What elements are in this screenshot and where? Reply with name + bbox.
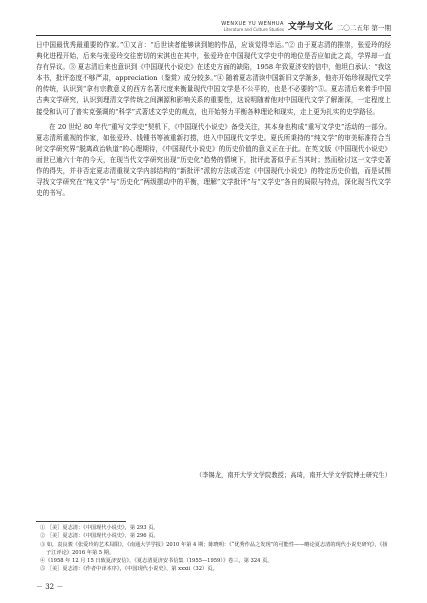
journal-name-latin (221, 21, 284, 32)
footnote: ③ 如，袁良骏《张爱玲的艺术局限》，《南通大学学报》2010 年第 4 期；陈晓明：《“优秀作品之发现”的可能性——略论夏志清的现代小说史研究》，《扬子江评论》2016 年第 5 期。 (40, 541, 388, 556)
journal-pinyin: WENXUE YU WENHUA (221, 21, 284, 27)
journal-english-name: Literature and Culture Studies (223, 27, 284, 32)
paragraph: 在 20 世纪 80 年代“重写文学史”契机下，《中国现代小说史》备受关注，其本身也构成“重写文学史”活动的一部分。夏志清所重视的作家，如张爱玲、钱锺书等被重新打捞，进入中国现代文学史。夏氏所秉持的“纯文学”的审美标准符合当时文学研究界“脱离政治轨道”的心理期待，《中国现代小说史》的历史价值的意义正在于此。在英文版《中国现代小说史》面世已逾六十年的今天，在现当代文学研究出现“历史化”趋势的情境下，批评此著似乎正当其时；然而检讨这一文学史著作的得失，并非否定夏志清重视文学内部结构的“新批评”派的方法或否定《中国现代小说史》的特定历史价值，而是试图寻找文学研究在“纯文学”与“历史化”两级摆动中的平衡，理解“文学批评”与“文学史”各自的局限与特点，深化现当代文学史的书写。 (36, 122, 391, 198)
footnote: ⑤ ［美］夏志清：《作者中译本序》，《中国现代小说史》，第 xxxii（32）页。 (40, 566, 218, 573)
footnote: ② ［美］夏志清：《中国现代小说史》，第 296 页。 (40, 533, 159, 540)
footnotes (36, 524, 391, 574)
issue-label: 二〇二五年 第一期 (336, 24, 391, 32)
paragraph: 日中国最优秀最重要的作家。”①又言：“后世读者能够读到她的作品，应该觉得幸运。”② 由于夏志清的推崇，张爱玲的经典化进程开始，后来与张爱玲交往密切的宋淇也在其中，张爱玲在中国现代文学史中的地位是否应如此之高，学界却一直存有异议。③ 夏志清后来也意识到《中国现代小说史》在述史方面的缺陷，1958 年致夏济安的信中，他坦白承认：“我这本书，批评态度不够严肃，appreciation（鉴赏）成分较多。”④ 随着夏志清读中国新旧文学渐多，他亦开始珍视现代文学的传统，认识到“拿有宗教意义的西方名著尺度来衡量现代中国文学是不公平的，也是不必要的”⑤。夏志清后来着手中国古典文学研究，认识到理清文学传统之间渊源和影响关系的重要性，这说明随着他对中国现代文学了解渐深，一定程度上接受和认可了普实克强调的“科学”式著述文学史的观点，也开始努力平衡各种理论和现实，走上更为扎实的史学路径。 (36, 41, 391, 116)
footnote: ④《1958 年 12 月 15 日致夏济安信》，《夏志清夏济安书信集（1955—1959）》卷三，第 324 页。 (40, 558, 273, 565)
author-signature: （李锡龙，南开大学文学院教授；高琦，南开大学文学院博士研究生） (195, 472, 391, 479)
journal-title: 文学与文化 (287, 22, 333, 32)
running-header (36, 12, 391, 36)
page-number: － 32 － (36, 583, 64, 591)
footnote-divider (36, 521, 126, 522)
footnote: ① ［美］夏志清：《中国现代小说史》，第 293 页。 (40, 525, 159, 531)
article-body (36, 40, 391, 199)
